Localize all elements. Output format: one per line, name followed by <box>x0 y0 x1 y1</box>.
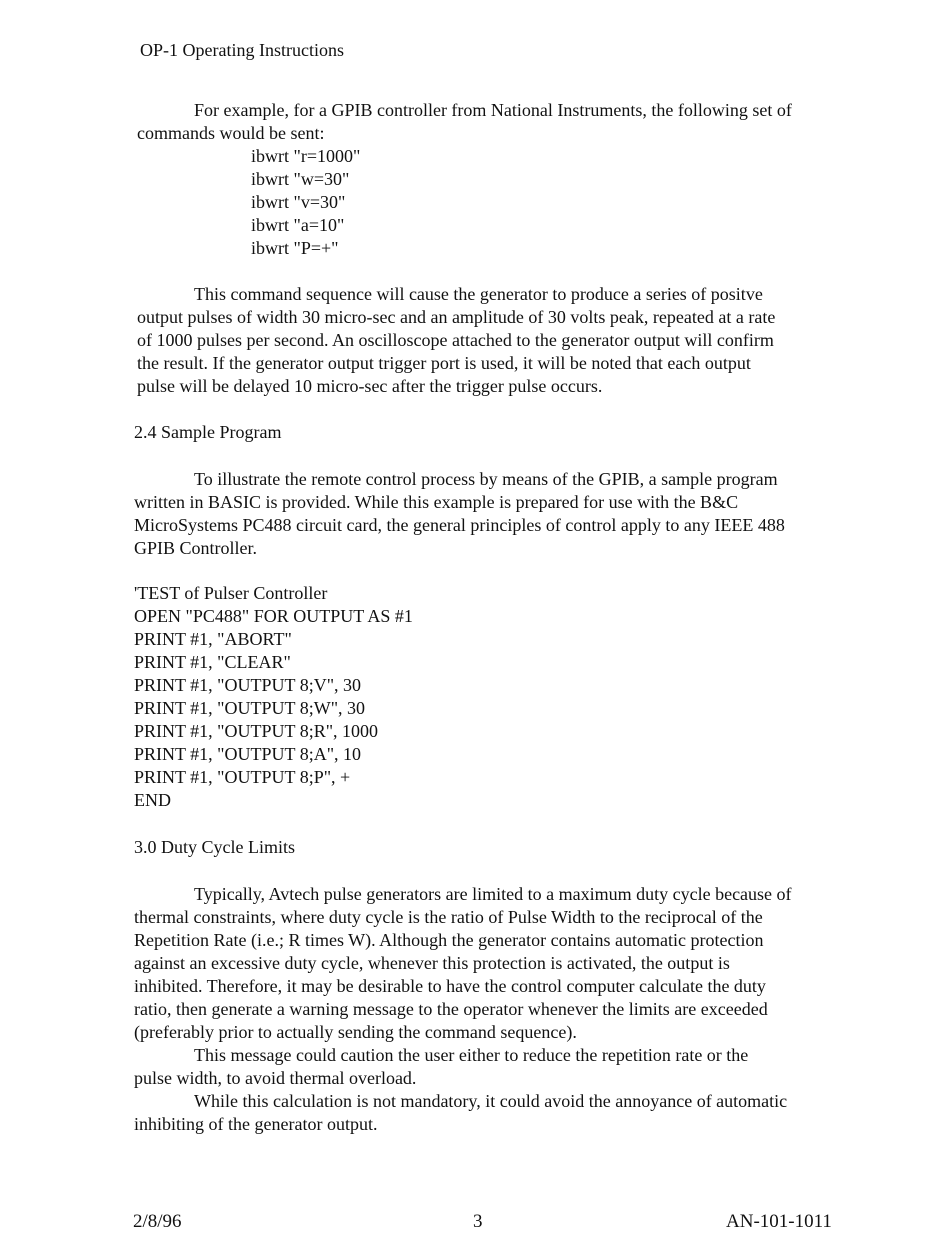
gpib-command-line: ibwrt "w=30" <box>251 169 350 189</box>
footer-date: 2/8/96 <box>133 1211 182 1232</box>
duty-cycle-paragraph-line: thermal constraints, where duty cycle is the ratio of Pulse Width to the reciprocal of the <box>134 907 763 927</box>
result-paragraph-line: pulse will be delayed 10 micro-sec after the trigger pulse occurs. <box>137 376 603 396</box>
program-code-line: PRINT #1, "ABORT" <box>134 629 292 649</box>
program-code-line: END <box>134 790 171 810</box>
page-header-title: OP-1 Operating Instructions <box>140 40 344 60</box>
gpib-command-line: ibwrt "a=10" <box>251 215 345 235</box>
section-heading: 3.0 Duty Cycle Limits <box>134 837 295 857</box>
sample-paragraph-line: GPIB Controller. <box>134 538 258 558</box>
duty-cycle-paragraph-line: While this calculation is not mandatory, it could avoid the annoyance of automatic <box>194 1091 788 1111</box>
duty-cycle-paragraph-line: (preferably prior to actually sending the command sequence). <box>134 1022 577 1042</box>
duty-cycle-paragraph-line: inhibiting of the generator output. <box>134 1114 378 1134</box>
result-paragraph-line: of 1000 pulses per second. An oscilloscope attached to the generator output will confirm <box>137 330 774 350</box>
result-paragraph-line: the result. If the generator output trigger port is used, it will be noted that each output <box>137 353 751 373</box>
footer-page-number: 3 <box>473 1211 483 1232</box>
intro-line: commands would be sent: <box>137 123 325 143</box>
intro-line: For example, for a GPIB controller from National Instruments, the following set of <box>194 100 792 120</box>
duty-cycle-paragraph-line: Typically, Avtech pulse generators are limited to a maximum duty cycle because of <box>194 884 792 904</box>
program-code-line: PRINT #1, "OUTPUT 8;W", 30 <box>134 698 366 718</box>
program-code-line: PRINT #1, "CLEAR" <box>134 652 291 672</box>
duty-cycle-paragraph-line: Repetition Rate (i.e.; R times W). Although the generator contains automatic protection <box>134 930 764 950</box>
result-paragraph-line: This command sequence will cause the generator to produce a series of positve <box>194 284 763 304</box>
program-code-line: PRINT #1, "OUTPUT 8;A", 10 <box>134 744 362 764</box>
gpib-command-line: ibwrt "v=30" <box>251 192 346 212</box>
duty-cycle-paragraph-line: against an excessive duty cycle, whenever this protection is activated, the output is <box>134 953 730 973</box>
program-code-line: OPEN "PC488" FOR OUTPUT AS #1 <box>134 606 413 626</box>
gpib-command-line: ibwrt "r=1000" <box>251 146 361 166</box>
section-heading: 2.4 Sample Program <box>134 422 282 442</box>
program-code-line: PRINT #1, "OUTPUT 8;P", + <box>134 767 351 787</box>
duty-cycle-paragraph-line: inhibited. Therefore, it may be desirable to have the control computer calculate the duty <box>134 976 766 996</box>
sample-paragraph-line: To illustrate the remote control process by means of the GPIB, a sample program <box>194 469 778 489</box>
duty-cycle-paragraph-line: ratio, then generate a warning message to the operator whenever the limits are exceeded <box>134 999 768 1019</box>
result-paragraph-line: output pulses of width 30 micro-sec and an amplitude of 30 volts peak, repeated at a rate <box>137 307 776 327</box>
sample-paragraph-line: MicroSystems PC488 circuit card, the general principles of control apply to any IEEE 488 <box>134 515 785 535</box>
gpib-command-line: ibwrt "P=+" <box>251 238 339 258</box>
duty-cycle-paragraph-line: pulse width, to avoid thermal overload. <box>134 1068 417 1088</box>
duty-cycle-paragraph-line: This message could caution the user either to reduce the repetition rate or the <box>194 1045 749 1065</box>
program-code-line: PRINT #1, "OUTPUT 8;V", 30 <box>134 675 362 695</box>
program-code-line: PRINT #1, "OUTPUT 8;R", 1000 <box>134 721 379 741</box>
footer-document-number: AN-101-1011 <box>726 1211 832 1232</box>
sample-paragraph-line: written in BASIC is provided. While this example is prepared for use with the B&C <box>134 492 739 512</box>
program-code-line: 'TEST of Pulser Controller <box>134 583 328 603</box>
